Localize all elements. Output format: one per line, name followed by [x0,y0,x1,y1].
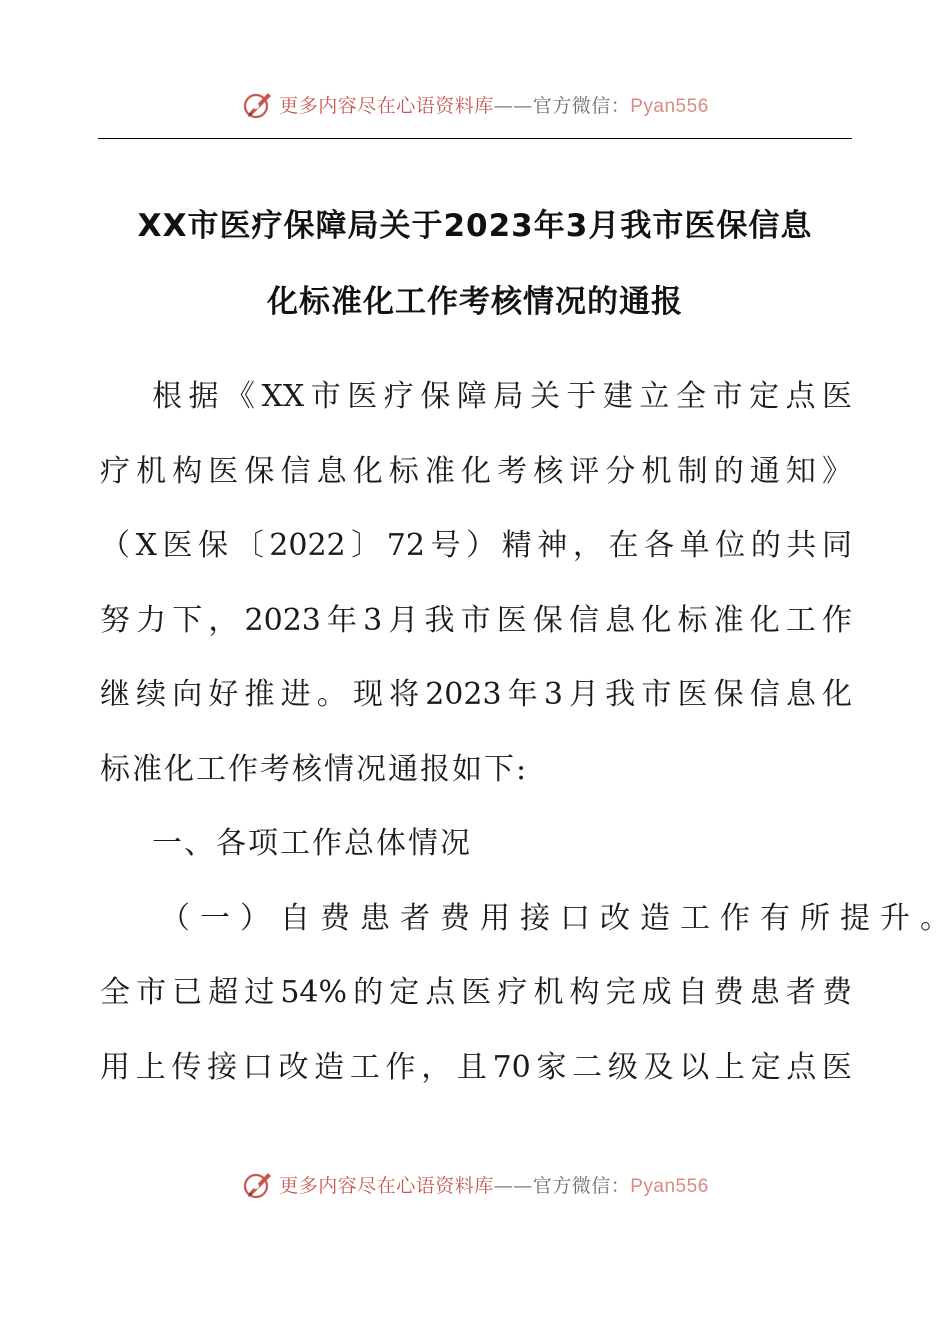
watermark-wechat-id: Pyan556 [630,95,709,117]
pen-logo-icon [241,1167,275,1201]
header-divider [98,138,852,139]
watermark-dash: —— [493,94,533,117]
watermark-wechat-id: Pyan556 [630,1175,709,1197]
body-line: 继续向好推进。现将2023年3月我市医保信息化 [100,677,852,712]
title-line-2: 化标准化工作考核情况的通报 [267,284,683,320]
watermark-wechat-label: 官方微信： [532,1174,631,1197]
body-line: 标准化工作考核情况通报如下: [100,751,529,787]
subsection-heading: （一）自费患者费用接口改造工作有所提升。 [160,900,950,936]
section-heading: 一、各项工作总体情况 [152,826,472,861]
watermark-wechat-label: 官方微信： [532,94,631,117]
document-body [100,360,950,1105]
watermark-dash: —— [493,1174,533,1197]
watermark-main-text: 更多内容尽在心语资料库 [279,94,494,117]
footer-watermark [0,1164,950,1204]
pen-logo-icon [241,87,275,121]
body-line: 疗机构医保信息化标准化考核评分机制的通知》 [100,453,852,489]
watermark-main-text: 更多内容尽在心语资料库 [279,1174,494,1197]
body-line: （X医保〔2022〕72号）精神，在各单位的共同 [100,528,852,563]
title-line-1: XX市医疗保障局关于2023年3月我市医保信息 [137,208,813,244]
body-line: 用上传接口改造工作，且70家二级及以上定点医 [100,1049,852,1085]
body-line: 努力下，2023年3月我市医保信息化标准化工作 [100,602,852,638]
document-title [98,188,852,340]
body-line: 根据《XX市医疗保障局关于建立全市定点医 [152,379,852,414]
body-line: 全市已超过54%的定点医疗机构完成自费患者费 [100,975,852,1010]
header-watermark [0,84,950,124]
